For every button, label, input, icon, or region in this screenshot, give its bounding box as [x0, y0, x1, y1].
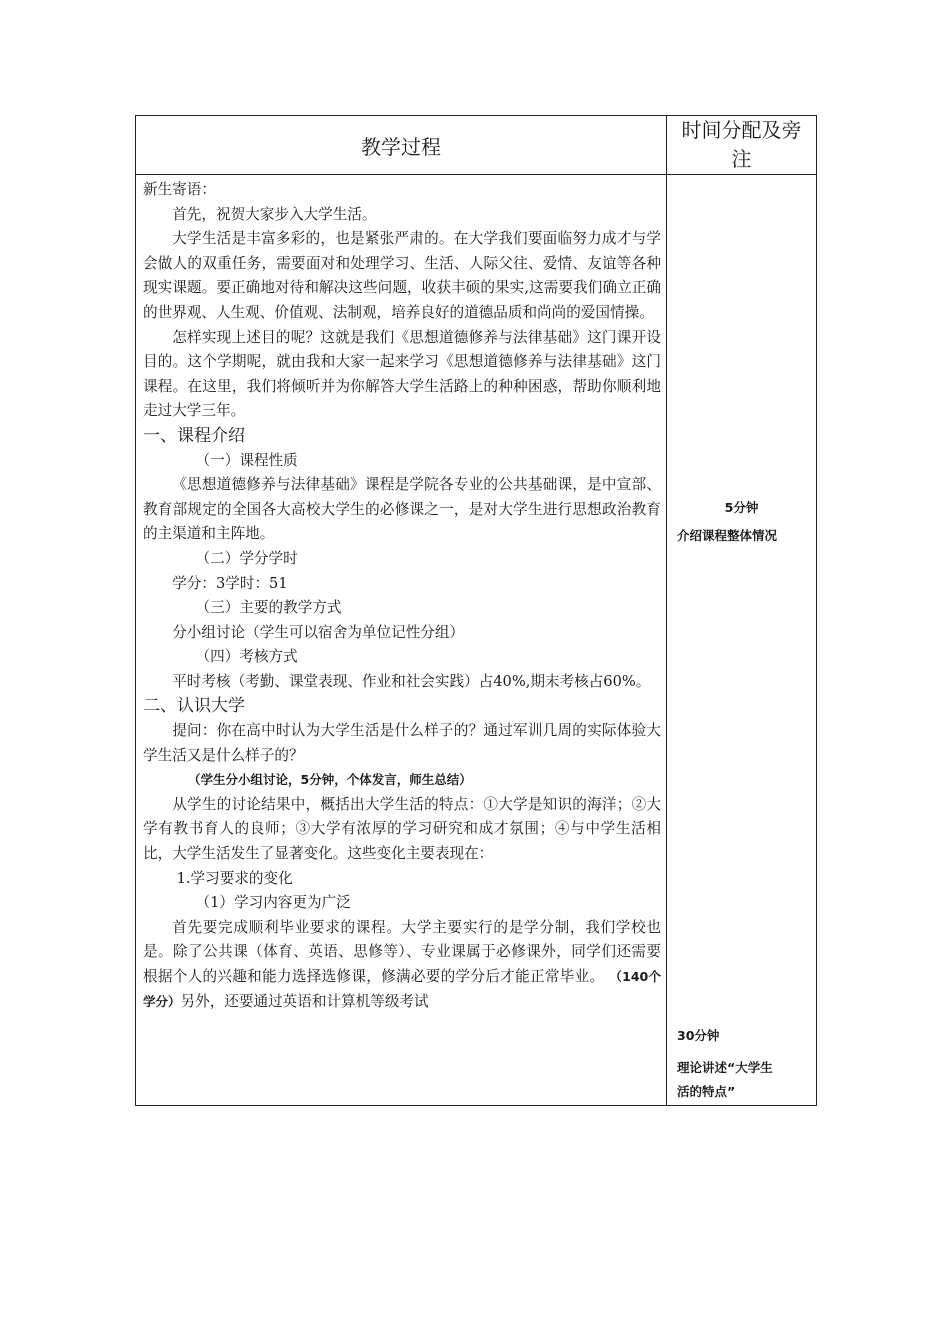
paragraph: 首先，祝贺大家步入大学生活。 — [172, 205, 377, 223]
note-time-2: 30分钟 — [677, 1028, 720, 1043]
teaching-content — [143, 178, 661, 1104]
paragraph: 分小组讨论（学生可以宿舍为单位记性分组） — [172, 623, 465, 641]
paragraph: 提问：你在高中时认为大学生活是什么样子的？通过军训几周的实际体验大学生活又是什么样子的？ — [143, 722, 661, 764]
header-time-notes — [667, 116, 816, 174]
subsection-heading: （一）课程性质 — [195, 451, 298, 469]
paragraph-text: 另外，还要通过英语和计算机等级考试 — [180, 992, 429, 1010]
section-heading: 一、课程介绍 — [143, 425, 245, 446]
lesson-table — [135, 115, 817, 1106]
paragraph: 《思想道德修养与法律基础》课程是学院各专业的公共基础课，是中宣部、教育部规定的全国各大高校大学生的必修课之一，是对大学生进行思想政治教育的主渠道和主阵地。 — [143, 476, 661, 543]
subsection-heading: 1.学习要求的变化 — [176, 869, 293, 887]
header-teaching-process: 教学过程 — [361, 134, 441, 159]
note-desc-1: 介绍课程整体情况 — [677, 528, 778, 543]
paragraph: 怎样实现上述目的呢？这就是我们《思想道德修养与法律基础》这门课开设目的。这个学期呢，就由我和大家一起来学习《思想道德修养与法律基础》这门课程。在这里，我们将倾听并为你解答大学生活路上的种种困惑，帮助你顺利地走过大学三年。 — [143, 328, 661, 420]
paragraph-text: 首先要完成顺利毕业要求的课程。大学主要实行的是学分制，我们学校也是。除了公共课（体育、英语、思修等）、专业课属于必修课外，同学们还需要根据个人的兴趣和能力选择选修课，修满必要的学分后才能正常毕业。 — [143, 918, 661, 985]
subsection-heading: （三）主要的教学方式 — [195, 599, 342, 617]
greeting-title: 新生寄语： — [143, 181, 216, 198]
subsection-heading: （1）学习内容更为广泛 — [195, 894, 351, 912]
header-divider — [136, 174, 816, 175]
section-heading: 二、认识大学 — [143, 696, 245, 717]
subsection-heading: （二）学分学时 — [195, 549, 298, 567]
header-time-notes-line1: 时间分配及旁 — [681, 118, 802, 142]
paragraph: 大学生活是丰富多彩的，也是紧张严肃的。在大学我们要面临努力成才与学会做人的双重任务，需要面对和处理学习、生活、人际父往、爱情、友谊等各种现实课题。要正确地对待和解决这些问题，收获丰硕的果实,这需要我们确立正确的世界观、人生观、价值观、法制观，培养良好的道德品质和尚尚的爱国情操。 — [143, 230, 661, 321]
subsection-heading: （四）考核方式 — [195, 648, 298, 666]
credits-note: （140个学分） — [143, 969, 661, 1009]
paragraph: 从学生的讨论结果中，概括出大学生活的特点：①大学是知识的海洋；②大学有教书育人的良师；③大学有浓厚的学习研究和成才氛围；④与中学生活相比，大学生活发生了显著变化。这些变化主要表现在： — [143, 795, 661, 863]
column-divider — [666, 116, 667, 1105]
activity-note: （学生分小组讨论，5分钟，个体发言，师生总结） — [188, 772, 472, 788]
paragraph: 平时考核（考勤、课堂表现、作业和社会实践）占40%,期末考核占60%。 — [172, 672, 651, 690]
paragraph: 学分：3学时：51 — [172, 574, 288, 592]
note-desc-2: 理论讲述“大学生 — [677, 1060, 773, 1075]
paragraph — [143, 916, 661, 1014]
note-time-1: 5分钟 — [724, 500, 759, 515]
header-time-notes-line2: 注 — [731, 147, 752, 171]
note-desc-2-line2: 活的特点” — [677, 1084, 736, 1099]
